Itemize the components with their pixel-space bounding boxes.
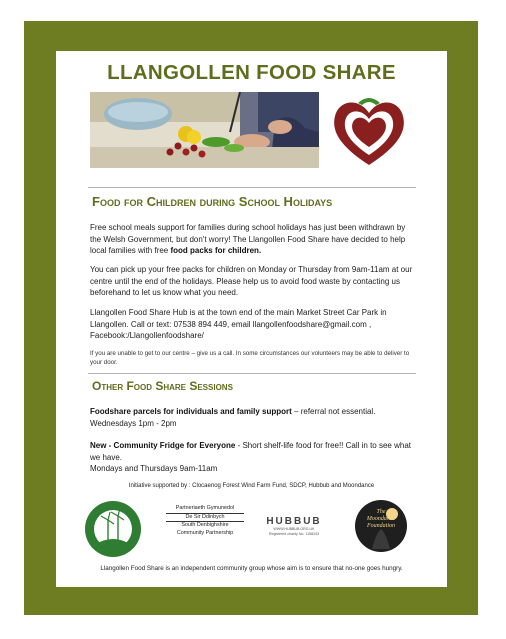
p1-text: Free school meals support for families during school holidays has just been withdrawn by the Welsh Government, but don't worry! The Llangollen Food Share have decided to help local families with free (90, 223, 406, 256)
session-parcels-title: Foodshare parcels for individuals and family support (90, 407, 292, 416)
partnership-line-4: Community Partnership (176, 529, 234, 536)
session-parcels-note: – referral not essential. (291, 407, 376, 416)
paragraph-free-meals (90, 222, 416, 257)
south-denbighshire-partnership-logo (166, 505, 244, 537)
footer-note: Llangollen Food Share is an independent community group whose aim is to ensure that no-one goes hungry. (100, 565, 403, 572)
heart-tomato-logo (328, 91, 410, 171)
kitchen-photo (90, 92, 319, 168)
session-parcels (90, 406, 416, 429)
p1-bold: food packs for children. (170, 246, 262, 256)
moondance-foundation-logo (354, 499, 408, 553)
moondance-line-3: Foundation (367, 523, 395, 529)
heading-school-holidays: Food for Children during School Holidays (92, 194, 333, 209)
hubbub-url: WWW.HUBBUB.ORG.UK (273, 527, 315, 531)
divider-middle (88, 373, 416, 374)
hubbub-logo (266, 516, 322, 537)
divider-top (88, 187, 416, 188)
session-fridge (90, 440, 416, 475)
flyer-sheet (56, 51, 447, 587)
session-fridge-title: New - Community Fridge for Everyone (90, 441, 236, 450)
hubbub-charity-number: Registered charity No. 1158243 (268, 532, 320, 536)
hubbub-wordmark: HUBBUB (266, 516, 322, 527)
paragraph-contact: Llangollen Food Share Hub is at the town end of the main Market Street Car Park in Llangollen. Call or text: 07538 894 449, email llangollenfoodshare@gmail.com , Facebook:/Llangollenfoodshare/ (90, 308, 387, 341)
wind-farm-fund-logo (84, 500, 142, 558)
flyer-title: LLANGOLLEN FOOD SHARE (107, 61, 396, 84)
partnership-line-2: De Sir Ddinbych (166, 513, 244, 523)
paragraph-delivery: If you are unable to get to our centre – give us a call. In some circumstances our volunteers may be able to deliver to your door. (90, 350, 410, 367)
support-note: Initiative supported by : Clocaenog Forest Wind Farm Fund, SDCP, Hubbub and Moondance (128, 483, 375, 489)
moondance-line-2: Moondance (366, 516, 396, 522)
partnership-line-1: Partneriaeth Gymunedol (175, 505, 235, 511)
session-fridge-time: Mondays and Thursdays 9am-11am (90, 464, 218, 474)
moondance-line-1: The (376, 509, 386, 515)
heading-other-sessions: Other Food Share Sessions (92, 379, 233, 393)
session-fridge-note: - Short shelf-life food for free!! Call in to see what we have. (90, 441, 411, 462)
paragraph-pick-up: You can pick up your free packs for children on Monday or Thursday from 9am-11am at our centre until the end of the holidays. Please help us to avoid food waste by contacting us beforehand to let us know what you need. (90, 265, 413, 298)
partnership-line-3: South Denbighshire (181, 522, 229, 529)
session-parcels-time: Wednesdays 1pm - 2pm (90, 418, 177, 428)
